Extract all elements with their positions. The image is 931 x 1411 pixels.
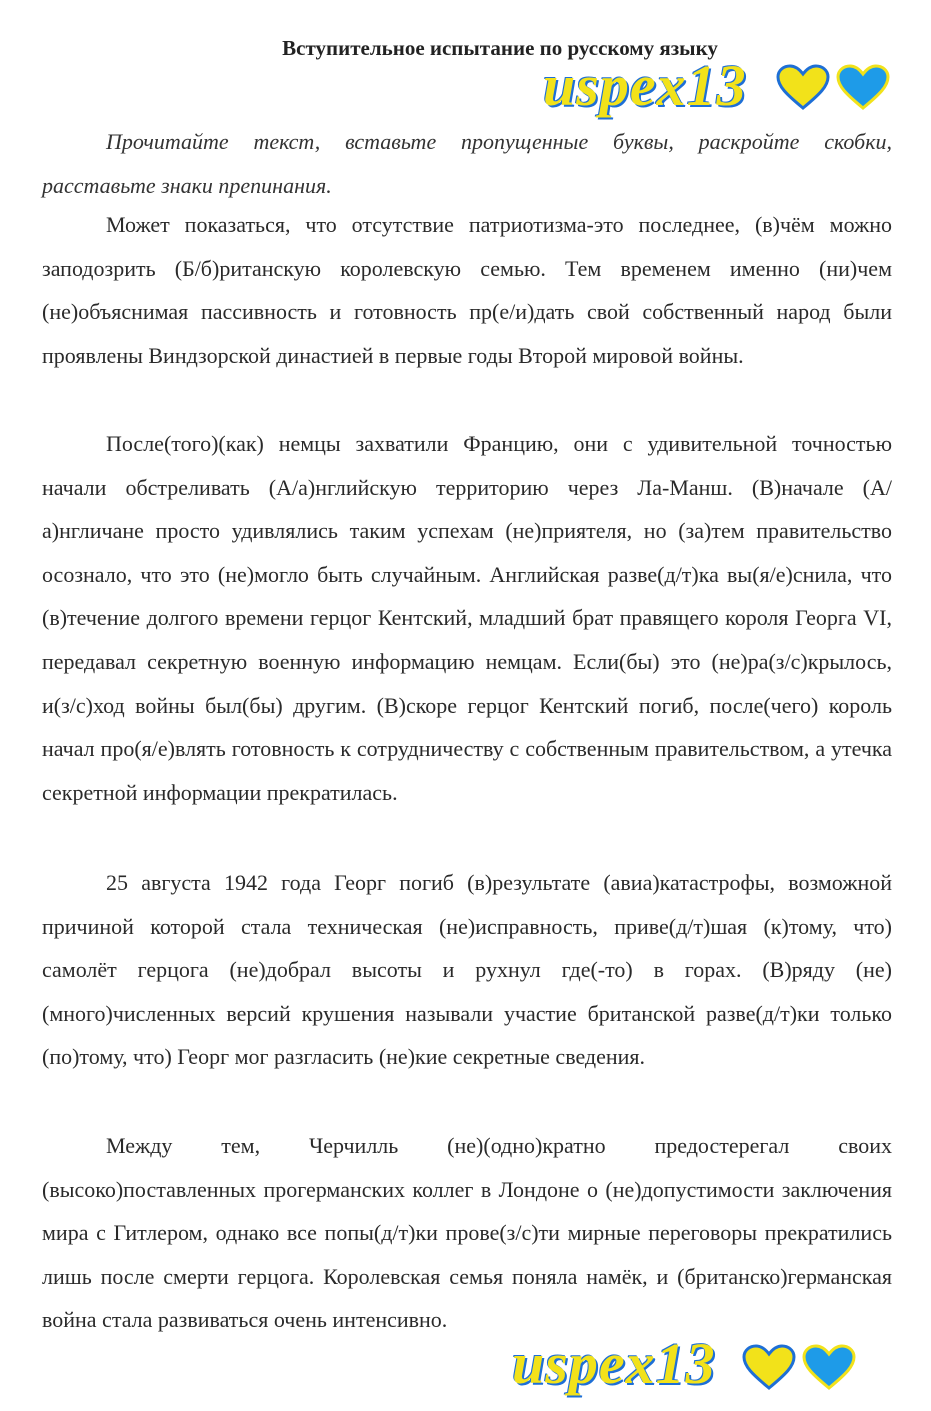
paragraph-4: Между тем, Черчилль (не)(одно)кратно предостерегал своих (высоко)поставленных прогерманских коллег в Лондоне о (не)допустимости заключения мира с Гитлером, однако все попы(д/т)ки прове(з/с)ти мирные переговоры прекратились лишь после смерти герцога. Королевская семья поняла намёк, и (британско)германская война стала развиваться очень интенсивно. (42, 1133, 892, 1333)
watermark-hearts-bottom (742, 1344, 856, 1390)
paragraph-1: Может показаться, что отсутствие патриотизма-это последнее, (в)чём можно заподозрить (Б/б)ританскую королевскую семью. Тем временем именно (ни)чем (не)объяснимая пассивность и готовность пр(е/и)дать свой собственный народ были проявлены Виндзорской династией в первые годы Второй мировой войны. (42, 212, 892, 368)
watermark-top: uspex13 (543, 53, 747, 118)
heart-icon (802, 1344, 856, 1390)
watermark-hearts-top (776, 64, 890, 110)
paragraph-2: После(того)(как) немцы захватили Францию, они с удивительной точностью начали обстреливать (А/а)нглийскую территорию через Ла-Манш. (В)начале (А/а)нгличане просто удивлялись таким успехам (не)приятеля, но (за)тем правительство осознало, что это (не)могло быть случайным. Английская разве(д/т)ка вы(я/е)снила, что (в)течение долгого времени герцог Кентский, младший брат правящего короля Георга VI, передавал секретную военную информацию немцам. Если(бы) это (не)ра(з/с)крылось, и(з/с)ход войны был(бы) другим. (В)скоре герцог Кентский погиб, после(чего) король начал про(я/е)влять готовность к сотрудничеству с собственным правительством, а утечка секретной информации прекратилась. (42, 431, 892, 805)
watermark-bottom: uspex13 (512, 1331, 716, 1396)
heart-icon (836, 64, 890, 110)
instruction-text: Прочитайте текст, вставьте пропущенные буквы, раскройте скобки, расставьте знаки препинания. (42, 129, 892, 198)
heart-icon (776, 64, 830, 110)
heart-icon (742, 1344, 796, 1390)
paragraph-3: 25 августа 1942 года Георг погиб (в)результате (авиа)катастрофы, возможной причиной которой стала техническая (не)исправность, приве(д/т)шая (к)тому, что) самолёт герцога (не)добрал высоты и рухнул где(-то) в горах. (В)ряду (не)(много)численных версий крушения называли участие британской разве(д/т)ки только (по)тому, что) Георг мог разгласить (не)кие секретные сведения. (42, 870, 892, 1070)
page-title: Вступительное испытание по русскому языку (282, 36, 718, 60)
